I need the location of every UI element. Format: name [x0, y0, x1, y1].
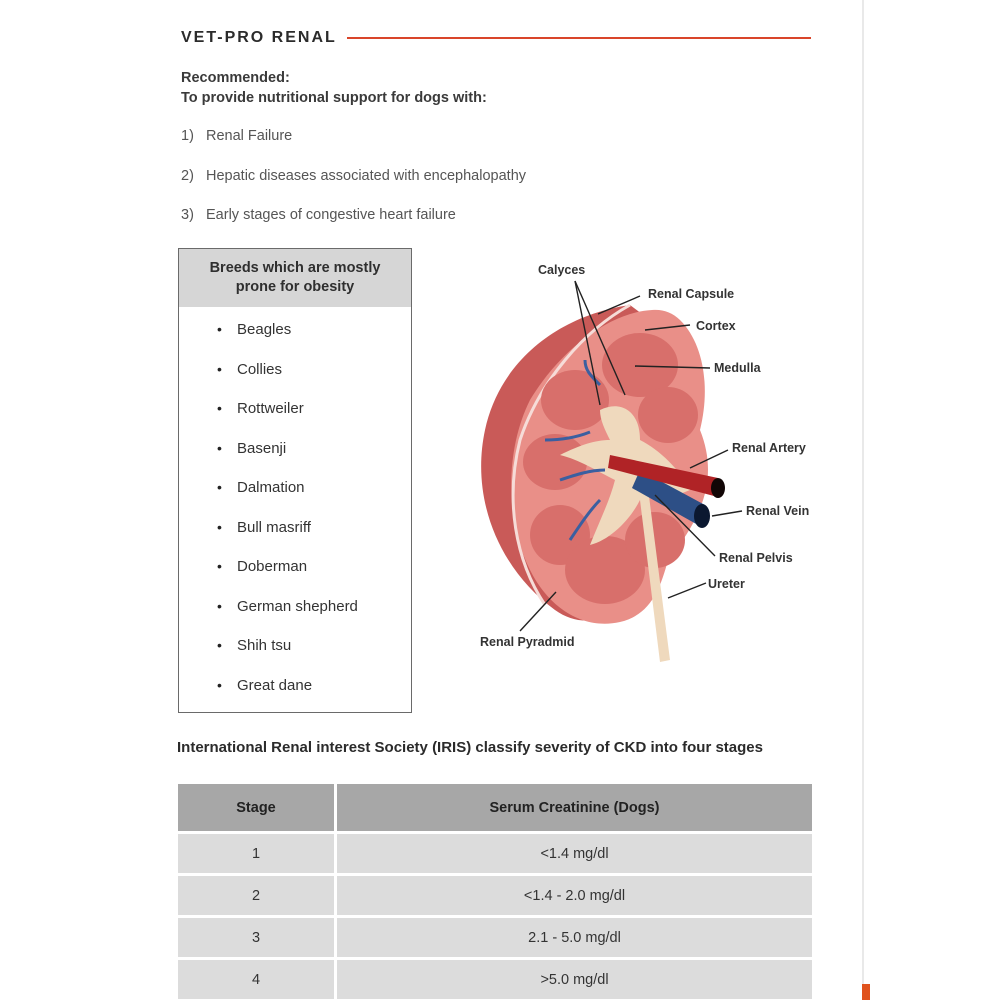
section-header	[181, 26, 811, 50]
label-renal-capsule: Renal Capsule	[648, 287, 735, 301]
list-item: 2) Hepatic diseases associated with encephalopathy	[181, 167, 527, 184]
title-rule	[347, 37, 811, 39]
list-item: • Collies	[217, 360, 283, 378]
label-renal-artery: Renal Artery	[732, 441, 806, 455]
bullet-icon: •	[217, 676, 222, 693]
list-item: 3) Early stages of congestive heart failure	[181, 207, 456, 223]
label-calyces: Calyces	[538, 263, 586, 277]
list-item: • Doberman	[217, 558, 308, 575]
recommended-text: To provide nutritional support for dogs with:	[181, 90, 487, 106]
list-item: • Rottweiler	[217, 400, 304, 417]
list-item: • Bull masriff	[217, 518, 311, 536]
bullet-icon: •	[217, 400, 222, 416]
label-cortex: Cortex	[696, 319, 736, 333]
bullet-icon: •	[217, 360, 222, 377]
recommendation-block	[181, 68, 487, 108]
creatinine-cell: <1.4 - 2.0 mg/dl	[337, 876, 812, 915]
bullet-icon: •	[217, 439, 222, 456]
stage-cell: 3	[178, 918, 337, 957]
creatinine-cell: <1.4 mg/dl	[337, 834, 812, 873]
list-item: • Shih tsu	[217, 637, 292, 654]
iris-heading: International Renal interest Society (IRIS) classify severity of CKD into four stages	[177, 739, 763, 756]
table-row	[178, 876, 812, 915]
bullet-icon: •	[217, 558, 222, 574]
label-medulla: Medulla	[714, 361, 761, 375]
renal-artery-opening	[711, 478, 725, 498]
column-header-creatinine: Serum Creatinine (Dogs)	[337, 784, 812, 831]
table-row	[178, 918, 812, 957]
bullet-icon: •	[217, 479, 222, 495]
breeds-box	[178, 248, 412, 713]
column-header-stage: Stage	[178, 784, 337, 831]
list-item: • Beagles	[217, 321, 292, 338]
stage-cell: 1	[178, 834, 337, 873]
bullet-icon: •	[217, 637, 222, 653]
label-renal-pyramid: Renal Pyradmid	[480, 635, 575, 649]
page-edge-rule	[862, 0, 864, 1000]
bullet-icon: •	[217, 518, 222, 535]
breeds-heading: Breeds which are mostly prone for obesity	[179, 249, 411, 307]
kidney-diagram	[470, 252, 830, 672]
label-ureter: Ureter	[708, 577, 745, 591]
list-item: • German shepherd	[217, 597, 358, 615]
stage-cell: 2	[178, 876, 337, 915]
table-row	[178, 960, 812, 999]
iris-stage-table	[178, 781, 812, 1002]
indication-list	[181, 128, 526, 247]
table-header-row	[178, 784, 812, 831]
page-corner-mark	[862, 984, 870, 1000]
section-title: VET-PRO RENAL	[181, 29, 337, 46]
list-item: • Dalmation	[217, 479, 305, 496]
label-renal-vein: Renal Vein	[746, 504, 810, 518]
bullet-icon: •	[217, 597, 222, 614]
stage-cell: 4	[178, 960, 337, 999]
creatinine-cell: >5.0 mg/dl	[337, 960, 812, 999]
label-renal-pelvis: Renal Pelvis	[719, 551, 793, 565]
list-item: • Basenji	[217, 439, 287, 457]
breeds-list	[217, 321, 358, 716]
creatinine-cell: 2.1 - 5.0 mg/dl	[337, 918, 812, 957]
recommended-label: Recommended:	[181, 70, 290, 86]
list-item: 1) Renal Failure	[181, 128, 293, 144]
list-item: • Great dane	[217, 676, 313, 694]
bullet-icon: •	[217, 321, 222, 337]
renal-vein-opening	[694, 504, 710, 528]
table-row	[178, 834, 812, 873]
